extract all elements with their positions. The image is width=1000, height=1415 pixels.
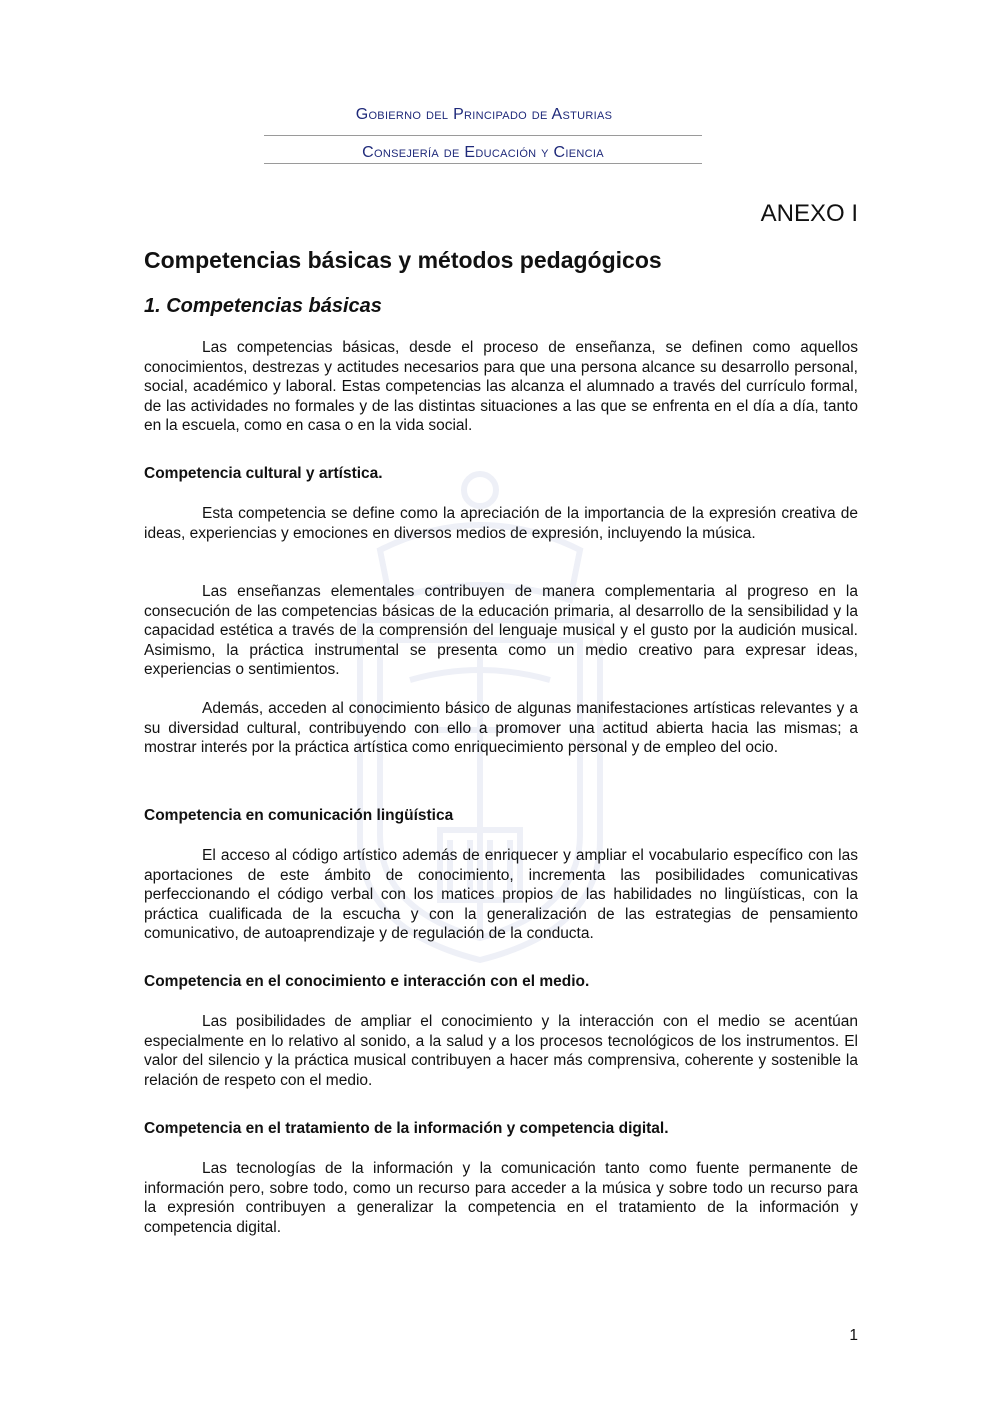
page-number: 1 <box>849 1327 858 1344</box>
section-subtitle: 1. Competencias básicas <box>144 295 382 317</box>
intro-paragraph: Las competencias básicas, desde el proceso de enseñanza, se definen como aquellos conocimientos, destrezas y actitudes necesarios para que una persona alcance su desarrollo personal, social, académico y laboral. Estas competencias las alcanza el alumnado a través del currículo formal, de las actividades no formales y de las distintas situaciones a las que se enfrenta en el día a día, tanto en la escuela, como en casa o en la vida social. <box>144 339 858 434</box>
section-heading-cultural: Competencia cultural y artística. <box>144 465 383 482</box>
section-heading-linguistic: Competencia en comunicación lingüística <box>144 807 454 824</box>
paragraph-cultural-1: Esta competencia se define como la apreciación de la importancia de la expresión creativa de ideas, experiencias y emociones en diversos medios de expresión, incluyendo la música. <box>144 505 858 542</box>
paragraph-cultural-2: Las enseñanzas elementales contribuyen de manera complementaria al progreso en la consecución de las competencias básicas de la educación primaria, al desarrollo de la sensibilidad y la capacidad estética a través de la comprensión del lenguaje musical y el gusto por la audición musical. Asimismo, la práctica instrumental se presenta como un medio creativo para expresar ideas, experiencias o sentimientos. <box>144 583 858 678</box>
header-divider-bottom <box>264 163 702 164</box>
header-government: Gobierno del Principado de Asturias <box>355 106 613 123</box>
header-department: Consejería de Educación y Ciencia <box>362 144 604 159</box>
paragraph-cultural-3: Además, acceden al conocimiento básico de algunas manifestaciones artísticas relevantes y a su diversidad cultural, contribuyendo con ello a promover una actitud abierta hacia las mismas; a mostrar interés por la práctica artística como enriquecimiento personal y de empleo del ocio. <box>144 700 858 756</box>
header-department-clip <box>264 136 702 159</box>
paragraph-linguistic-1: El acceso al código artístico además de enriquecer y ampliar el vocabulario específico con las aportaciones de este ámbito de conocimiento, incrementa las posibilidades comunicativas perfeccionando el código verbal con los matices propios de las habilidades no lingüísticas, con la práctica cualificada de la escucha y con la generalización de las estrategias de pensamiento comunicativo, de autoaprendizaje y de regulación de la conducta. <box>144 847 858 942</box>
annex-label: ANEXO I <box>760 200 858 227</box>
section-heading-digital: Competencia en el tratamiento de la información y competencia digital. <box>144 1120 669 1137</box>
paragraph-environment-1: Las posibilidades de ampliar el conocimiento y la interacción con el medio se acentúan especialmente en lo relativo al sonido, a la salud y a los procesos tecnológicos de los instrumentos. El valor del silencio y la práctica musical contribuyen a hacer más comprensiva, coherente y sostenible la relación de respeto con el medio. <box>144 1013 858 1089</box>
paragraph-digital-1: Las tecnologías de la información y la comunicación tanto como fuente permanente de información pero, sobre todo, como un recurso para acceder a la música y sobre todo un recurso para la expresión contribuyen a generalizar la competencia en el tratamiento de la información y competencia digital. <box>144 1160 858 1236</box>
page-title: Competencias básicas y métodos pedagógicos <box>144 247 662 273</box>
section-heading-environment: Competencia en el conocimiento e interacción con el medio. <box>144 973 590 990</box>
